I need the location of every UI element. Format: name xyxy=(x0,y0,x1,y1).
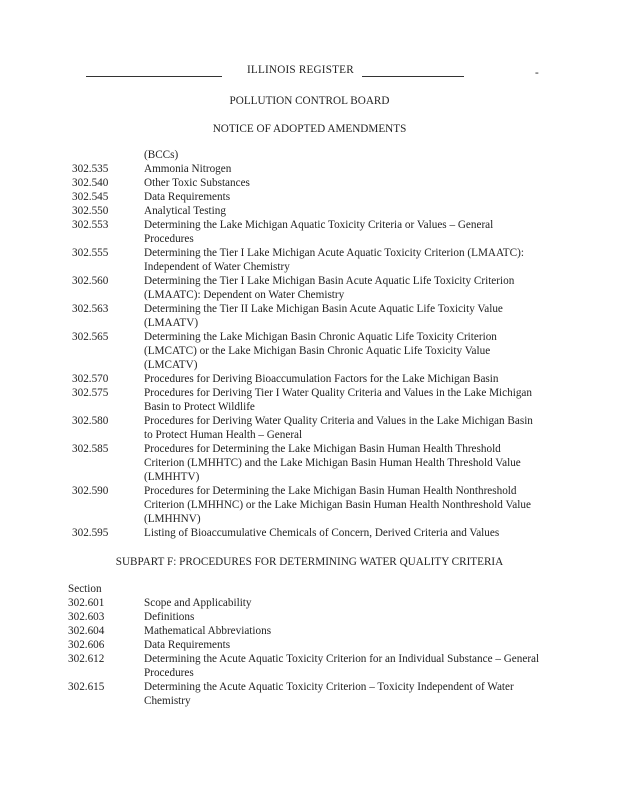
section-number: 302.580 xyxy=(72,415,109,427)
section-number: 302.550 xyxy=(72,205,109,217)
section-entry xyxy=(68,638,548,652)
section-number: 302.570 xyxy=(72,373,109,385)
section-title: Determining the Acute Aquatic Toxicity Criterion for an Individual Substance – General Procedures xyxy=(144,653,540,679)
section-entry xyxy=(72,414,542,442)
header-dash: - xyxy=(535,67,539,79)
section-title: Procedures for Deriving Water Quality Criteria and Values in the Lake Michigan Basin to Protect Human Health – General xyxy=(144,415,533,441)
section-title: Data Requirements xyxy=(144,639,231,651)
section-number: 302.615 xyxy=(68,681,105,693)
section-number: 302.545 xyxy=(72,191,109,203)
section-title: Procedures for Determining the Lake Michigan Basin Human Health Nonthreshold Criterion (LMHHNC) or the Lake Michigan Basin Human Health Nonthreshold Value (LMHHNV) xyxy=(144,485,531,525)
section-entry xyxy=(72,246,542,274)
section-entry xyxy=(68,610,548,624)
section-entry xyxy=(68,624,548,638)
continued-row xyxy=(72,148,542,162)
section-entry xyxy=(72,176,542,190)
section-entry xyxy=(72,386,542,414)
section-number: 302.612 xyxy=(68,653,105,665)
section-title: Determining the Lake Michigan Aquatic Toxicity Criteria or Values – General Procedures xyxy=(144,219,494,245)
section-entry xyxy=(72,274,542,302)
header-rule-right xyxy=(362,76,464,77)
section-entry xyxy=(72,330,542,372)
section-number: 302.585 xyxy=(72,443,109,455)
header-rule-left xyxy=(86,76,222,77)
section-number: 302.535 xyxy=(72,163,109,175)
register-title: ILLINOIS REGISTER xyxy=(247,64,354,76)
section-title: Determining the Lake Michigan Basin Chronic Aquatic Life Toxicity Criterion (LMCATC) or the Lake Michigan Basin Chronic Aquatic Life Toxicity Value (LMCATV) xyxy=(144,331,497,371)
section-entry xyxy=(68,680,548,708)
section-number: 302.563 xyxy=(72,303,109,315)
section-title: Determining the Acute Aquatic Toxicity Criterion – Toxicity Independent of Water Chemistry xyxy=(144,681,514,707)
section-entry xyxy=(68,652,548,680)
section-number: 302.606 xyxy=(68,639,105,651)
section-number: 302.560 xyxy=(72,275,109,287)
section-title: Procedures for Deriving Bioaccumulation Factors for the Lake Michigan Basin xyxy=(144,373,499,385)
section-number: 302.601 xyxy=(68,597,105,609)
section-number: 302.565 xyxy=(72,331,109,343)
section-title: Listing of Bioaccumulative Chemicals of Concern, Derived Criteria and Values xyxy=(144,527,500,539)
section-entry xyxy=(72,162,542,176)
section-number: 302.553 xyxy=(72,219,109,231)
section-number: 302.595 xyxy=(72,527,109,539)
section-number: 302.575 xyxy=(72,387,109,399)
section-entry xyxy=(72,190,542,204)
section-entry xyxy=(72,204,542,218)
section-number: 302.603 xyxy=(68,611,105,623)
section-entry xyxy=(72,442,542,484)
section-list xyxy=(72,148,542,540)
section-title: Data Requirements xyxy=(144,191,231,203)
continued-text: (BCCs) xyxy=(144,149,179,161)
section-entry xyxy=(72,218,542,246)
section-number: 302.604 xyxy=(68,625,105,637)
section-title: Other Toxic Substances xyxy=(144,177,250,189)
section-number: 302.555 xyxy=(72,247,109,259)
section-number: 302.590 xyxy=(72,485,109,497)
section-title: Scope and Applicability xyxy=(144,597,252,609)
section-title: Procedures for Determining the Lake Michigan Basin Human Health Threshold Criterion (LMHHTC) and the Lake Michigan Basin Human Health Threshold Value (LMHHTV) xyxy=(144,443,521,483)
section-title: Ammonia Nitrogen xyxy=(144,163,232,175)
section-title: Procedures for Deriving Tier I Water Quality Criteria and Values in the Lake Michigan Basin to Protect Wildlife xyxy=(144,387,532,413)
board-name: POLLUTION CONTROL BOARD xyxy=(229,95,390,107)
section-entry xyxy=(72,484,542,526)
section-title: Analytical Testing xyxy=(144,205,226,217)
section-entry xyxy=(72,526,542,540)
section-title: Determining the Tier I Lake Michigan Basin Acute Aquatic Life Toxicity Criterion (LMAATC): Dependent on Water Chemistry xyxy=(144,275,515,301)
section-label: Section xyxy=(68,583,102,595)
subpart-heading: SUBPART F: PROCEDURES FOR DETERMINING WATER QUALITY CRITERIA xyxy=(115,556,504,568)
section-title: Mathematical Abbreviations xyxy=(144,625,272,637)
section-title: Determining the Tier I Lake Michigan Acute Aquatic Toxicity Criterion (LMAATC): Independent of Water Chemistry xyxy=(144,247,524,273)
section-number: 302.540 xyxy=(72,177,109,189)
section-title: Determining the Tier II Lake Michigan Basin Acute Aquatic Life Toxicity Value (LMAATV) xyxy=(144,303,503,329)
subpart-f-list xyxy=(68,582,548,708)
section-entry xyxy=(72,302,542,330)
section-title: Definitions xyxy=(144,611,195,623)
section-entry xyxy=(68,596,548,610)
section-entry xyxy=(72,372,542,386)
notice-title: NOTICE OF ADOPTED AMENDMENTS xyxy=(212,123,407,135)
